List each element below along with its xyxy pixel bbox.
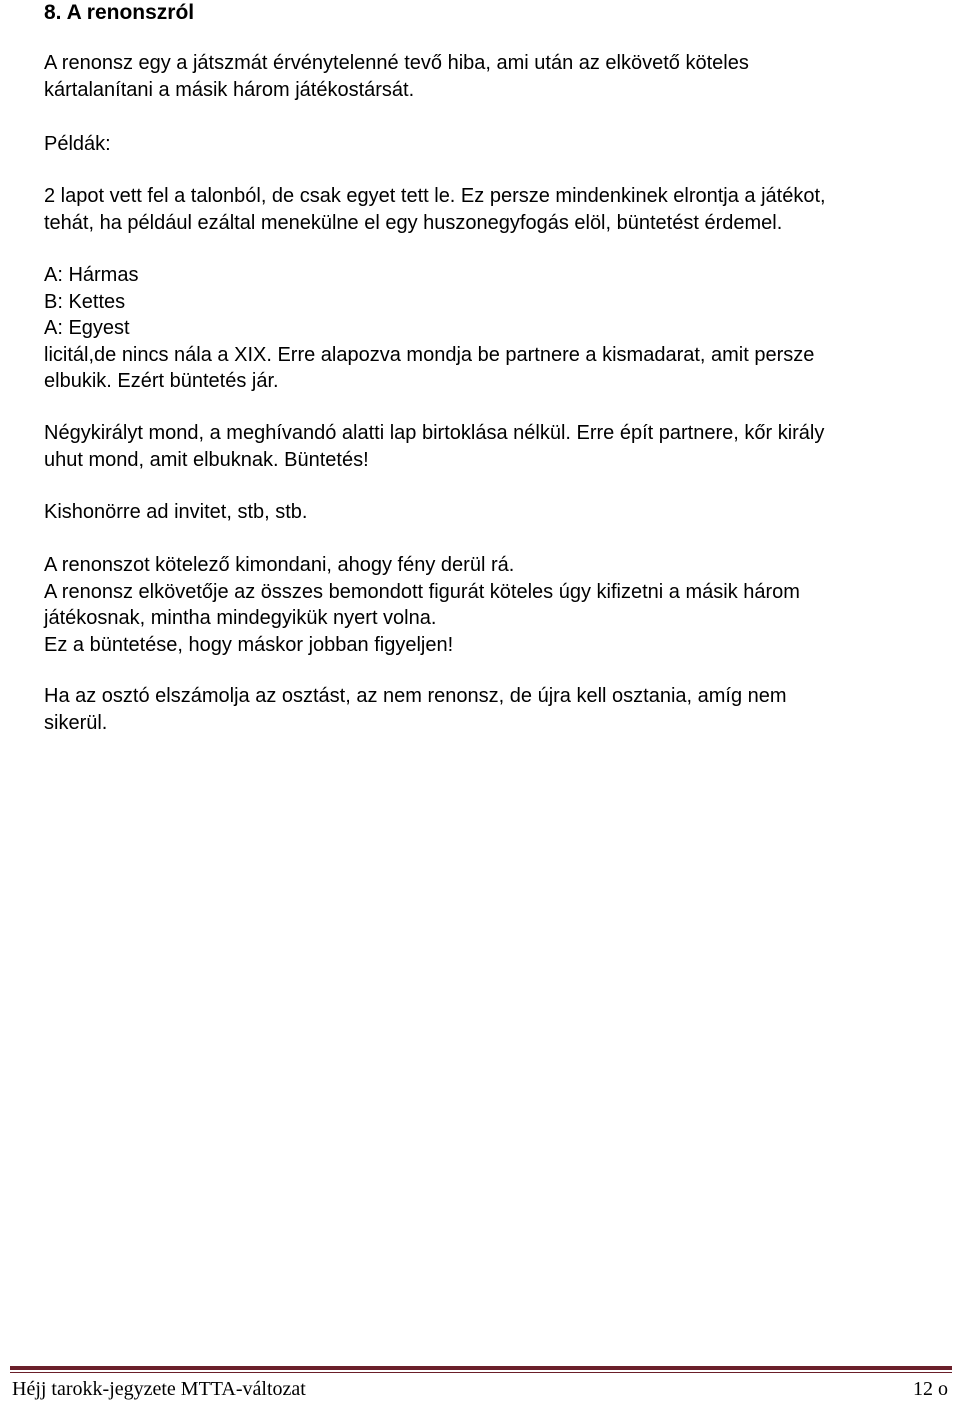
section-heading: 8. A renonszról (44, 1, 195, 24)
text-line: Példák: (44, 133, 111, 155)
text-line: elbukik. Ezért büntetés jár. (44, 370, 279, 392)
footer-title: Héjj tarokk-jegyzete MTTA-változat (12, 1378, 306, 1400)
text-line: A renonszot kötelező kimondani, ahogy fény derül rá. (44, 554, 515, 576)
text-line: Kishonörre ad invitet, stb, stb. (44, 501, 308, 523)
text-line: kártalanítani a másik három játékostársát. (44, 78, 415, 101)
text-line: A renonsz elkövetője az összes bemondott figurát köteles úgy kifizetni a másik három (44, 580, 800, 603)
text-line: Négykirályt mond, a meghívandó alatti lap birtoklása nélkül. Erre épít partnere, kőr király (44, 422, 825, 444)
footer-divider-thin (10, 1372, 952, 1373)
text-line: B: Kettes (44, 290, 126, 313)
text-line: Ez a büntetése, hogy máskor jobban figyeljen! (44, 633, 454, 656)
text-line: A renonsz egy a játszmát érvénytelenné tevő hiba, ami után az elkövető köteles (44, 52, 749, 74)
text-line: 2 lapot vett fel a talonból, de csak egyet tett le. Ez persze mindenkinek elrontja a játékot, (44, 185, 826, 207)
examples-label (44, 131, 944, 158)
footer-divider (10, 1366, 952, 1370)
text-line: tehát, ha például ezáltal menekülne el egy huszonegyfogás elöl, büntetést érdemel. (44, 211, 783, 234)
example-paragraph-4 (44, 499, 944, 526)
text-line: A: Egyest (44, 317, 130, 339)
text-line: sikerül. (44, 711, 108, 734)
dealer-note-paragraph (44, 683, 944, 736)
example-paragraph-2 (44, 262, 944, 395)
text-line: A: Hármas (44, 264, 139, 286)
example-paragraph-3 (44, 420, 944, 473)
text-line: Ha az osztó elszámolja az osztást, az nem renonsz, de újra kell osztania, amíg nem (44, 685, 787, 707)
text-line: licitál,de nincs nála a XIX. Erre alapozva mondja be partnere a kismadarat, amit persze (44, 343, 815, 366)
rules-paragraph (44, 552, 944, 658)
intro-paragraph (44, 50, 944, 103)
page-number: 12 o (913, 1378, 948, 1400)
text-line: uhut mond, amit elbuknak. Büntetés! (44, 448, 369, 471)
text-line: játékosnak, mintha mindegyikük nyert volna. (44, 607, 437, 629)
example-paragraph-1 (44, 183, 944, 236)
